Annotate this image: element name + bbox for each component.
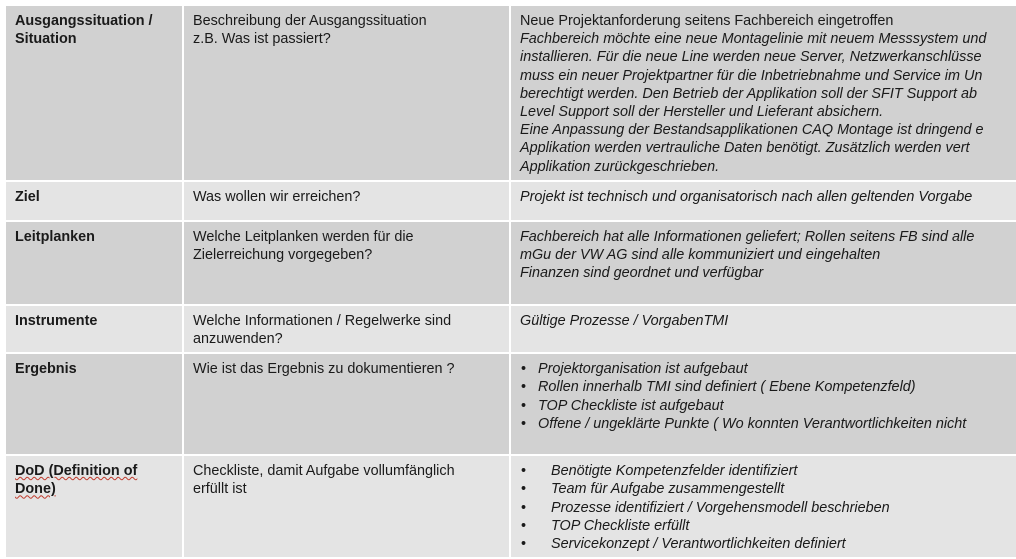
question-line: z.B. Was ist passiert? [193,31,331,48]
table-row-instrumente [5,305,1016,353]
table-row-leitplanken [5,221,1016,305]
question-line: Wie ist das Ergebnis zu dokumentieren ? [193,361,455,378]
answer-line: Neue Projektanforderung seitens Fachbereich eingetroffen [520,13,894,29]
row-label [5,455,183,558]
answer-line: Level Support soll der Hersteller und Lieferant absichern. [520,104,884,121]
answer-line: muss ein neuer Projektpartner für die Inbetriebnahme und Service im Un [520,67,983,84]
answer-line: Projekt ist technisch und organisatorisch nach allen geltenden Vorgabe [520,188,973,205]
row-label-line: Ausgangssituation / [15,13,153,29]
table-row-ergebnis [5,353,1016,455]
row-answer [510,455,1016,558]
bullet-list [520,462,1016,553]
question-line: Beschreibung der Ausgangssituation [193,13,427,29]
list-item: • Servicekonzept / Verantwortlichkeiten definiert [520,535,1016,553]
table-row-dod [5,455,1016,558]
row-answer [510,221,1016,305]
question-line: Checkliste, damit Aufgabe vollumfänglich [193,463,455,480]
question-line: anzuwenden? [193,331,283,348]
row-label: Ergebnis [5,353,183,455]
row-answer [510,305,1016,353]
question-line: Was wollen wir erreichen? [193,188,361,205]
row-question [183,353,510,455]
list-item: • Rollen innerhalb TMI sind definiert ( Ebene Kompetenzfeld) [520,378,1016,396]
row-question [183,181,510,221]
answer-line: installieren. Für die neue Line werden neue Server, Netzwerkanschlüsse [520,49,982,66]
row-label [5,5,183,181]
answer-line: Fachbereich möchte eine neue Montagelinie mit neuem Messsystem und [520,31,987,48]
question-line: Welche Leitplanken werden für die [193,228,414,245]
row-label-line: Done) [15,481,56,498]
answer-line: Gültige Prozesse / VorgabenTMI [520,312,729,329]
table-row-ziel [5,181,1016,221]
list-item: • Projektorganisation ist aufgebaut [520,360,1016,378]
answer-line: Eine Anpassung der Bestandsapplikationen CAQ Montage ist dringend e [520,122,984,139]
row-label: Instrumente [5,305,183,353]
row-answer [510,5,1016,181]
list-item: • TOP Checkliste ist aufgebaut [520,397,1016,415]
table-row-ausgangssituation [5,5,1016,181]
answer-line: Finanzen sind geordnet und verfügbar [520,265,764,282]
row-question [183,455,510,558]
bullet-list [520,360,1016,433]
list-item: • Benötigte Kompetenzfelder identifiziert [520,462,1016,480]
row-label: Ziel [5,181,183,221]
row-label: Leitplanken [5,221,183,305]
answer-line: Applikation werden vertrauliche Daten benötigt. Zusätzlich werden vert [520,140,970,157]
row-label-line: DoD (Definition of [15,463,138,480]
answer-line: mGu der VW AG sind alle kommuniziert und eingehalten [520,247,881,264]
question-line: Zielerreichung vorgegeben? [193,247,373,264]
row-question [183,221,510,305]
task-definition-table [4,4,1016,559]
list-item: • TOP Checkliste erfüllt [520,517,1016,535]
row-question [183,305,510,353]
list-item: • Offene / ungeklärte Punkte ( Wo konnten Verantwortlichkeiten nicht [520,415,1016,433]
question-line: Welche Informationen / Regelwerke sind [193,312,452,329]
row-label-line: Situation [15,31,77,48]
list-item: • Team für Aufgabe zusammengestellt [520,480,1016,498]
answer-line: Applikation zurückgeschrieben. [520,158,720,175]
question-line: erfüllt ist [193,481,247,498]
answer-line: berechtigt werden. Den Betrieb der Applikation soll der SFIT Support ab [520,85,978,102]
list-item: • Prozesse identifiziert / Vorgehensmodell beschrieben [520,499,1016,517]
answer-line: Fachbereich hat alle Informationen geliefert; Rollen seitens FB sind alle [520,228,975,245]
row-answer [510,353,1016,455]
row-answer [510,181,1016,221]
row-question [183,5,510,181]
